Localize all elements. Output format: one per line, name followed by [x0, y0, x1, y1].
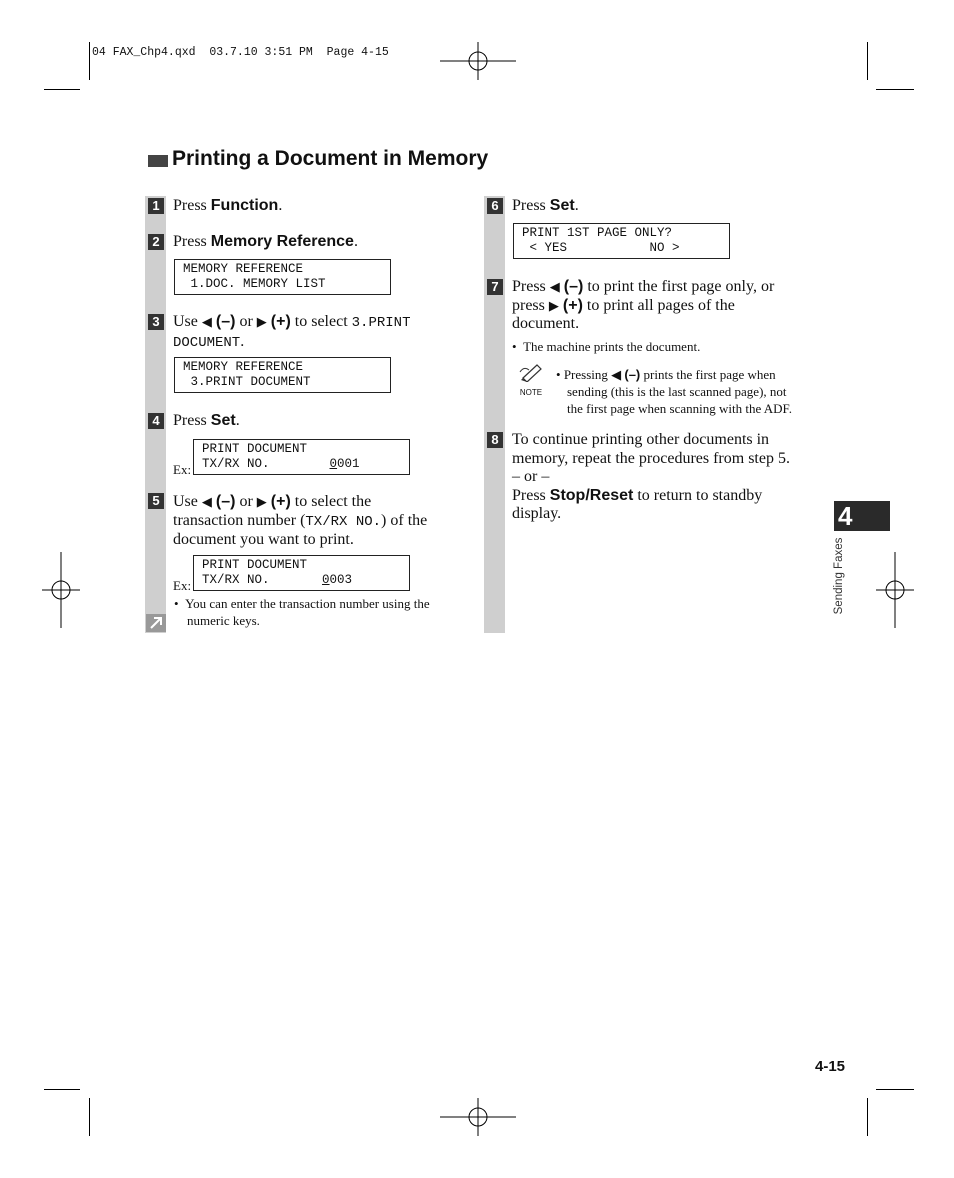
- lcd-line: 1.DOC. MEMORY LIST: [183, 277, 326, 291]
- lcd-line: PRINT DOCUMENT: [202, 558, 308, 572]
- step-text: press: [512, 296, 549, 314]
- lcd-line: PRINT 1ST PAGE ONLY?: [522, 226, 673, 240]
- step-bar-right: [484, 196, 505, 633]
- lcd-display: [193, 439, 410, 475]
- step-text: Press: [173, 412, 211, 429]
- step-text: to return to standby: [633, 486, 763, 504]
- step-text: to select: [290, 313, 352, 330]
- lcd-display: [513, 223, 730, 259]
- step-text: To continue printing other documents in: [512, 431, 770, 448]
- menu-code: DOCUMENT: [173, 334, 241, 351]
- note-line: prints the first page when: [640, 367, 776, 382]
- crop-mark: [876, 89, 914, 90]
- lcd-line: MEMORY REFERENCE: [183, 262, 304, 276]
- registration-target-icon: [42, 552, 80, 628]
- lcd-display: [174, 259, 391, 295]
- step-number: 8: [487, 432, 503, 448]
- step-text: document you want to print.: [173, 531, 354, 548]
- right-arrow-icon: ▶: [256, 494, 267, 509]
- punct: .: [240, 332, 245, 350]
- lcd-display: [174, 357, 391, 393]
- right-arrow-icon: ▶: [256, 314, 267, 329]
- note-line: Pressing: [563, 367, 612, 382]
- page-number: 4-15: [815, 1058, 846, 1075]
- step-text: Press: [512, 278, 550, 295]
- step-text: document.: [512, 315, 580, 332]
- lcd-text: TX/RX NO.: [202, 573, 323, 587]
- lcd-display: [193, 555, 410, 591]
- step-number: 6: [487, 198, 503, 214]
- step-text: Press: [512, 486, 550, 504]
- minus-key: (–): [563, 278, 584, 295]
- crop-mark: [44, 89, 80, 90]
- step-2-text: [173, 233, 358, 252]
- step-number: 7: [487, 279, 503, 295]
- lcd-line: < YES NO >: [522, 241, 680, 255]
- minus-key: (–): [215, 313, 236, 330]
- crop-mark: [867, 42, 868, 80]
- crop-mark: [44, 1089, 80, 1090]
- lcd-line: PRINT DOCUMENT: [202, 442, 308, 456]
- lcd-line: 3.PRINT DOCUMENT: [183, 375, 311, 389]
- step-number: 4: [148, 413, 164, 429]
- section-title: Printing a Document in Memory: [172, 147, 489, 170]
- crop-mark: [89, 1098, 90, 1136]
- lcd-cursor: 0: [329, 457, 338, 471]
- note-line: the first page when scanning with the ADF.: [567, 401, 792, 416]
- step-3-text: [173, 313, 473, 352]
- left-arrow-icon: ◀: [201, 494, 212, 509]
- lcd-cursor: 0: [322, 573, 330, 587]
- bullet-note: • You can enter the transaction number using the: [174, 596, 430, 611]
- step-7-text: [512, 278, 822, 334]
- example-label: Ex:: [173, 462, 192, 477]
- step-text: to print all pages of the: [582, 296, 735, 314]
- step-text: memory, repeat the procedures from step 5.: [512, 449, 790, 467]
- note-line: sending (this is the last scanned page), not: [567, 384, 787, 399]
- step-text: Press: [173, 197, 211, 214]
- punct: .: [574, 197, 579, 214]
- step-text: ) of the: [381, 511, 428, 529]
- step-8-text: [512, 431, 822, 524]
- bullet-text: You can enter the transaction number using the: [185, 596, 430, 611]
- bullet-note: [187, 612, 260, 629]
- lcd-text: TX/RX NO.: [202, 457, 330, 471]
- minus-key: (–): [624, 367, 641, 382]
- punct: .: [235, 412, 240, 429]
- set-key: Set: [210, 412, 236, 429]
- punct: .: [353, 233, 358, 250]
- step-4-text: [173, 412, 240, 431]
- step-number: 3: [148, 314, 164, 330]
- step-text: display.: [512, 505, 562, 522]
- lcd-text: 003: [329, 573, 353, 587]
- lcd-line: MEMORY REFERENCE: [183, 360, 304, 374]
- step-text: or: [235, 313, 257, 330]
- left-arrow-icon: ◀: [611, 367, 622, 382]
- crop-mark: [89, 42, 90, 80]
- step-text: Use: [173, 313, 202, 330]
- file-header: 04 FAX_Chp4.qxd 03.7.10 3:51 PM Page 4-15: [92, 46, 389, 59]
- stop-reset-key: Stop/Reset: [549, 486, 634, 504]
- right-arrow-icon: ▶: [548, 297, 559, 313]
- step-text: to select the: [290, 493, 372, 510]
- bullet-text: The machine prints the document.: [523, 339, 701, 354]
- menu-code: 3.PRINT: [351, 315, 411, 331]
- step-1-text: [173, 197, 282, 216]
- step-5-text: [173, 493, 473, 550]
- crop-mark: [867, 1098, 868, 1136]
- step-text: to print the first page only, or: [583, 278, 775, 295]
- note-pencil-icon: [517, 362, 545, 397]
- title-marker: [148, 155, 168, 167]
- step-number: 1: [148, 198, 164, 214]
- lcd-line: [202, 573, 401, 588]
- continue-arrow-icon: [146, 614, 166, 632]
- example-label: Ex:: [173, 578, 192, 593]
- bullet-text: numeric keys.: [187, 613, 260, 628]
- crop-mark: [876, 1089, 914, 1090]
- menu-code: TX/RX NO.: [305, 513, 382, 530]
- chapter-tab: 4: [834, 501, 890, 531]
- punct: .: [278, 197, 283, 214]
- minus-key: (–): [215, 493, 236, 510]
- registration-target-icon: [440, 1098, 516, 1136]
- step-text: – or –: [512, 468, 550, 485]
- step-text: Press: [512, 197, 550, 214]
- step-text: Press: [173, 233, 211, 250]
- note-label: NOTE: [519, 388, 543, 397]
- registration-target-icon: [440, 42, 516, 80]
- lcd-line: [202, 457, 401, 472]
- step-6-text: [512, 197, 579, 216]
- set-key: Set: [549, 197, 575, 214]
- step-text: transaction number (: [173, 511, 306, 529]
- plus-key: (+): [270, 313, 291, 330]
- registration-target-icon: [876, 552, 914, 628]
- left-arrow-icon: ◀: [549, 279, 560, 294]
- plus-key: (+): [270, 493, 291, 510]
- bullet-note: • The machine prints the document.: [512, 339, 701, 354]
- memory-reference-key: Memory Reference: [210, 233, 354, 250]
- step-number: 5: [148, 493, 164, 509]
- note-text: • Pressing ◀ (–) prints the first page when sending (this is the last scanned page), not the first page when scanning with the ADF.: [556, 367, 792, 416]
- plus-key: (+): [562, 296, 583, 314]
- chapter-label: Sending Faxes: [833, 537, 845, 615]
- step-text: or: [235, 493, 257, 510]
- step-text: Use: [173, 493, 202, 510]
- step-number: 2: [148, 234, 164, 250]
- left-arrow-icon: ◀: [201, 314, 212, 329]
- lcd-text: 001: [337, 457, 360, 471]
- function-key: Function: [210, 197, 279, 214]
